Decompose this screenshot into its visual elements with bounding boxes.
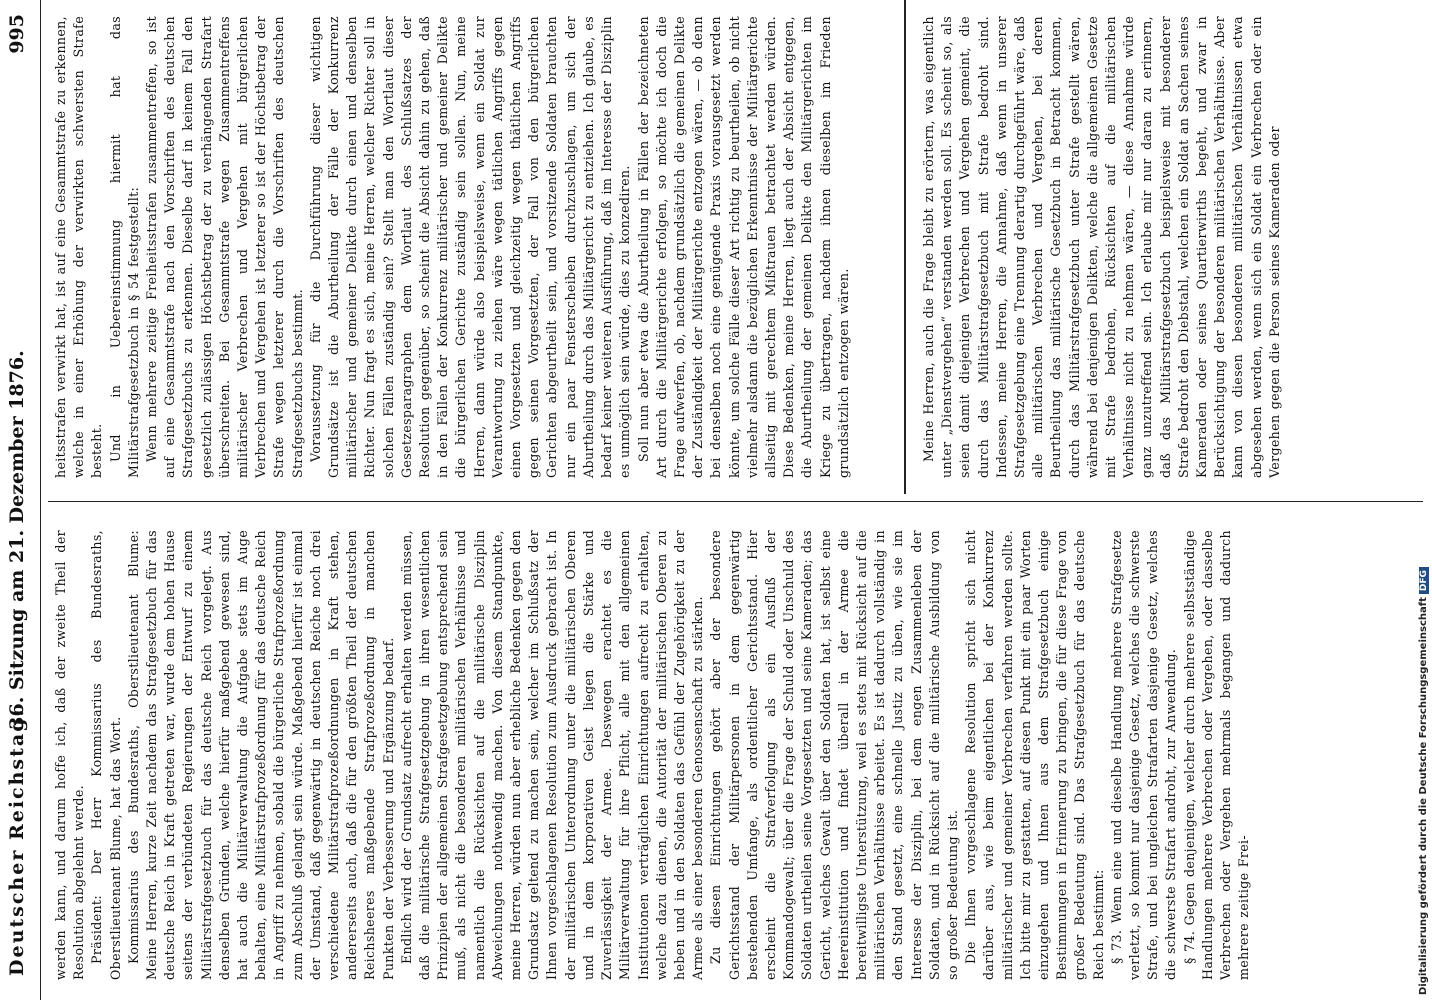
page-number: 995 bbox=[6, 14, 28, 54]
text-column-right-top bbox=[52, 16, 897, 478]
paragraph: § 73. Wenn eine und dieselbe Handlung mehrere Strafgesetze verletzt, so kommt nur dasjenige Gesetz, welches die schwerste Strafe, und bei ungleichen Strafarten dasjenige Gesetz, welches die schwerste Strafart androht, zur Anwendung. bbox=[1108, 530, 1179, 980]
column-divider bbox=[48, 501, 1423, 502]
text-column-left bbox=[52, 530, 1427, 980]
paragraph: Die Ihnen vorgeschlagene Resolution spricht sich nicht darüber aus, wie beim eigentlichen bei der Konkurrenz militärischer und gemeiner Verbrechen verfahren werden sollte. Ich bitte mir zu gestatten, auf diesen Punkt mit ein paar Worten einzugehen und Ihnen aus dem Strafgesetzbuch einige Bestimmungen in Erinnerung zu bringen, die für diese Frage von großer Bedeutung sind. Das Strafgesetzbuch für das deutsche Reich bestimmt: bbox=[963, 530, 1106, 980]
paragraph: werden kann, und darum hoffe ich, daß der zweite Theil der Resolution abgelehnt werde. bbox=[53, 530, 87, 980]
paragraph: § 74. Gegen denjenigen, welcher durch mehrere selbstständige Handlungen mehrere Verbrechen oder Vergehen, oder dasselbe Verbrechen oder Vergehen mehrmals begangen und dadurch mehrere zeitige Frei- bbox=[1181, 530, 1252, 980]
header-publication: Deutscher Reichstag. bbox=[6, 707, 28, 976]
paragraph: Zu diesen Einrichtungen gehört aber der besondere Gerichtsstand der Militärpersonen in dem gegenwärtig bestehenden Umfange, als ordentlicher Gerichtsstand. Hier erscheint die Strafverfolgung als ein Ausfluß der Kommandogewalt; über die Frage der Schuld oder Unschuld des Soldaten urtheilen seine Vorgesetzten und seine Kameraden; das Gericht, welches Gewalt über den Soldaten hat, ist selbst eine Heereinstitution und findet überall in der Armee die bereitwilligste Unterstützung, weil es stets mit Rücksicht auf die militärischen Verhältnisse arbeitet. Es ist dadurch vollständig in den Stand gesetzt, eine schnelle Justiz zu üben, wie sie im Interesse der Disziplin, bei dem engen Zusammenleben der Soldaten, und in Rücksicht auf die militärische Ausbildung von so großer Bedeutung ist. bbox=[708, 530, 960, 980]
paragraph: Kommissarius des Bundesraths, Oberstlieutenant Blume: Meine Herren, kurze Zeit nachdem das Strafgesetzbuch für das deutsche Reich in Kraft getreten war, wurde dem hohen Hause seitens der verbündeten Regierungen der Entwurf zu einem Militärstrafgesetzbuch für das deutsche Reich vorgelegt. Aus denselben Gründen, welche hierfür maßgebend gewesen sind, hat auch die Militärverwaltung die Aufgabe stets im Auge behalten, eine Militärstrafprozeßordnung für das deutsche Reich in Angriff zu nehmen, sobald die bürgerliche Strafprozeßordnung zum Abschluß gelangt sein würde. Maßgebend hierfür ist einmal der Umstand, daß gegenwärtig in deutschen Reiche noch drei verschiedene Militärstrafprozeßordnungen in Kraft stehen, andererseits auch, daß die für den größten Theil der deutschen Reichsheeres maßgebende Strafprozeßordnung in manchen Punkten der Verbesserung und Ergänzung bedarf. bbox=[125, 530, 396, 980]
section-divider bbox=[904, 0, 906, 494]
digitization-text: Digitalisierung gefördert durch die Deutsche Forschungsgemeinschaft bbox=[1418, 597, 1429, 995]
paragraph: Meine Herren, auch die Frage bleibt zu erörtern, was eigentlich unter „Dienstvergehen“ verstanden werden soll. Es scheint so, als seien damit diejenigen Verbrechen und Vergehen gemeint, die durch das Militärstrafgesetzbuch mit Strafe bedroht sind. Indessen, meine Herren, die Annahme, daß wenn in unserer Strafgesetzgebung eine Trennung derartig durchgeführt wäre, daß alle militärischen Verbrechen und Vergehen, bei deren Beurtheilung das militärische Gesetzbuch in Betracht kommen, durch das Militärstrafgesetzbuch unter Strafe gestellt wären, während bei denjenigen Delikten, welche die allgemeinen Gesetze mit Strafe bedrohen, Rücksichten auf die militärischen Verhältnisse nicht zu nehmen wären, — diese Annahme würde ganz unzutreffend sein. Ich erlaube mir nur daran zu erinnern, daß das Militärstrafgesetzbuch beispielsweise mit besonderer Strafe bedroht den Diebstahl, welchen ein Soldat an Sachen seines Kameraden oder seines Quartierwirths begeht, und zwar in Berücksichtigung der besonderen militärischen Verhältnisse. Aber kann von diesen besonderen militärischen Verhältnissen etwa abgesehen werden, wenn sich ein Soldat ein Verbrechen oder ein Vergehen gegen die Person seines Kameraden oder bbox=[921, 16, 1282, 478]
paragraph: Endlich wird der Grundsatz aufrecht erhalten werden müssen, daß die militärische Strafgesetzgebung in ihren wesentlichen Prinzipien der allgemeinen Strafgesetzgebung entsprechend sein muß, als nicht die besonderen militärischen Verhältnisse und namentlich die Rücksichten auf die militärische Disziplin Abweichungen nothwendig machen. Von diesem Standpunkte, meine Herren, würden nun aber erhebliche Bedenken gegen den Grundsatz geltend zu machen sein, welcher im Schlußsatz der Ihnen vorgeschlagenen Resolution zum Ausdruck gebracht ist. In der militärischen Unterordnung unter die militärischen Oberen und in dem korporativen Geist liegen die Stärke und Zuverlässigkeit der Armee. Deswegen erachtet es die Militärverwaltung für ihre Pflicht, alle mit den allgemeinen Institutionen verträglichen Einrichtungen aufrecht zu erhalten, welche dazu dienen, die Autorität der militärischen Oberen zu heben und in den Soldaten das Gefühl der Zugehörigkeit zu der Armee als einer besonderen Genossenschaft zu stärken. bbox=[398, 530, 706, 980]
digitization-note bbox=[1418, 567, 1429, 995]
paragraph: Wenn mehrere zeitige Freiheitsstrafen zusammentreffen, so ist auf eine Gesammtstrafe nach den Vorschriften des deutschen Strafgesetzbuchs zu erkennen. Dieselbe darf in keinem Fall den gesetzlich zulässigen Höchstbetrag der zu verhängenden Strafart überschreiten. Bei Gesammtstrafe wegen Zusammentreffens militärischer Verbrechen und Vergehen mit bürgerlichen Verbrechen und Vergehen ist letzterer so ist der Höchstbetrag der Strafe wegen letzterer durch die Vorschriften des deutschen Strafgesetzbuchs bestimmt. bbox=[144, 16, 305, 478]
paragraph: Präsident: Der Herr Kommissarius des Bundesraths, Oberstlieutenant Blume, hat das Wort. bbox=[89, 530, 123, 980]
paragraph: heitsstrafen verwirkt hat, ist auf eine Gesammtstrafe zu erkennen, welche in einer Erhöhung der verwirkten schwersten Strafe besteht. bbox=[53, 16, 105, 478]
dfg-logo: DFG bbox=[1419, 567, 1429, 594]
header-session: 36. Sitzung am 21. Dezember 1876. bbox=[6, 350, 28, 730]
paragraph: Und in Uebereinstimmung hiermit hat das Militärstrafgesetzbuch in § 54 festgestellt: bbox=[107, 16, 141, 478]
page-header bbox=[0, 0, 41, 1000]
text-column-right-bottom bbox=[920, 16, 1390, 478]
paragraph: Voraussetzung für die Durchführung dieser wichtigen Grundsätze ist die Aburtheilung der Fälle der Konkurrenz militärischer und gemeiner Delikte durch einen und denselben Richter. Nun fragt es sich, meine Herren, welcher Richter soll in solchen Fällen zuständig sein? Stellt man den Wortlaut dieser Gesetzesparagraphen dem Wortlaut des Schlußsatzes der Resolution gegenüber, so scheint die Absicht dahin zu gehen, daß in den Fällen der Konkurrenz militärischer und gemeiner Delikte die bürgerlichen Gerichte zuständig sein sollen. Nun, meine Herren, dann würde also beispielsweise, wenn ein Soldat zur Verantwortung zu ziehen wäre wegen tätlichen Angriffs gegen einen Vorgesetzten und gleichzeitig wegen thätlichen Angriffs gegen seinen Vorgesetzten, der Fall von den bürgerlichen Gerichten abgeurtheilt sein, und vorsitzende Soldaten brauchten nur ein paar Fensterscheiben durchzuschlagen, um sich der Aburtheilung durch das Militärgericht zu entziehen. Ich glaube, es bedarf keiner weiteren Ausführung, daß im Interesse der Disziplin es unmöglich sein würde, dies zu konzediren. bbox=[307, 16, 633, 478]
paragraph: Soll nun aber etwa die Aburtheilung in Fällen der bezeichneten Art durch die Militärgerichte erfolgen, so möchte ich doch die Frage aufwerfen, ob, nachdem grundsätzlich die gemeinen Delikte der Zuständigkeit der Militärgerichte entzogen wären, — ob denn bei denselben noch eine genügende Praxis vorausgesetzt werden könnte, um solche Fälle dieser Art richtig zu beurtheilen, ob nicht vielmehr alsdann die bezüglichen Erkenntnisse der Militärgerichte allseitig mit gerechtem Mißtrauen betrachtet werden würden. Diese Bedenken, meine Herren, liegt auch der Absicht entgegen, die Aburtheilung der gemeinen Delikte den Militärgerichten im Kriege zu übertragen, nachdem ihnen dieselben im Frieden grundsätzlich entzogen wären. bbox=[635, 16, 851, 478]
